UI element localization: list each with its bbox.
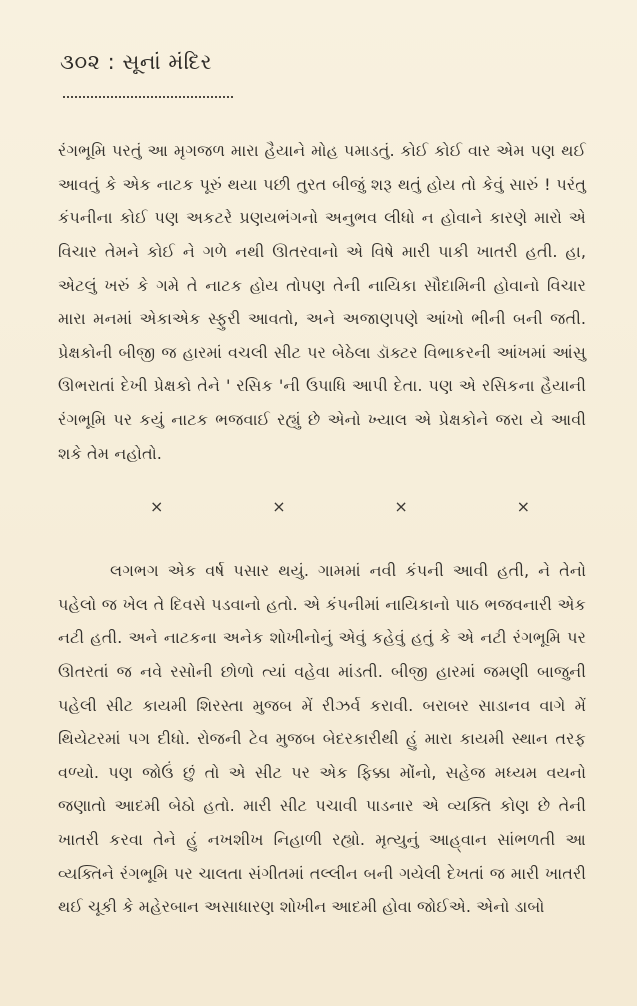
section-separator: [150, 497, 530, 516]
separator-mark: ×: [150, 497, 164, 516]
separator-mark: ×: [516, 497, 530, 516]
body-paragraph-2: લગભગ એક વર્ષ પસાર થયું. ગામમાં નવી કંપની આવી હતી, ને તેનો પહેલો જ ખેલ તે દિવસે પડવાનો હતો. એ કંપનીમાં નાયિકાનો પાઠ ભજવનારી એક નટી હતી. અને નાટકના અનેક શોખીનોનું એવું કહેવું હતું કે એ નટી રંગભૂમિ પર ઊતરતાં જ નવે રસોની છોળો ત્યાં વહેવા માંડતી. બીજી હારમાં જમણી બાજુની પહેલી સીટ કાયમી શિરસ્તા મુજબ મેં રીઝર્વ કરાવી. બરાબર સાડાનવ વાગે મેં થિયેટરમાં પગ દીધો. રોજની ટેવ મુજબ બેદરકારીથી હું મારા કાયમી સ્થાન તરફ વળ્યો. પણ જોઉં છું તો એ સીટ પર એક ફિક્કા મોંનો, સહેજ મધ્યમ વયનો જણાતો આદમી બેઠો હતો. મારી સીટ પચાવી પાડનાર એ વ્યક્તિ કોણ છે તેની ખાતરી કરવા તેને હું નખશીખ નિહાળી રહ્યો. મૃત્યુનું આહ્‌વાન સાંભળતી આ વ્યક્તિને રંગભૂમિ પર ચાલતા સંગીતમાં તલ્લીન બની ગયેલી દેખતાં જ મારી ખાતરી થઈ ચૂકી કે મહેરબાન અસાધારણ શોખીન આદમી હોવા જોઈએ. એનો ડાબો: [58, 561, 586, 917]
header-dotted-rule: [63, 96, 233, 98]
page-header: ૩૦૨ : સૂનાં મંદિર: [60, 50, 213, 74]
separator-mark: ×: [394, 497, 408, 516]
separator-mark: ×: [272, 497, 286, 516]
body-paragraph-1: રંગભૂમિ પરતું આ મૃગજળ મારા હૈયાને મોહ પમાડતું. કોઈ કોઈ વાર એમ પણ થઈ આવતું કે એક નાટક પૂરું થયા પછી તુરત બીજું શરૂ થતું હોય તો કેવું સારું ! પરંતુ કંપનીના કોઈ પણ અકટરે પ્રણયભંગનો અનુભવ લીધો ન હોવાને કારણે મારો એ વિચાર તેમને કોઈ ને ગળે નથી ઊતરવાનો એ વિષે મારી પાકી ખાતરી હતી. હા, એટલું ખરું કે ગમે તે નાટક હોય તોપણ તેની નાયિકા સૌદામિની હોવાનો વિચાર મારા મનમાં એકાએક સ્ફુરી આવતો, અને અજાણપણે આંખો ભીની બની જતી. પ્રેક્ષકોની બીજી જ હારમાં વચલી સીટ પર બેઠેલા ડૉક્ટર વિભાકરની આંખમાં આંસુ ઊભરાતાં દેખી પ્રેક્ષકો તેને ' રસિક 'ની ઉપાધિ આપી દેતા. પણ એ રસિકના હૈયાની રંગભૂમિ પર કયું નાટક ભજવાઈ રહ્યું છે એનો ખ્યાલ એ પ્રેક્ષકોને જરા યે આવી શકે તેમ નહોતો.: [58, 141, 586, 463]
